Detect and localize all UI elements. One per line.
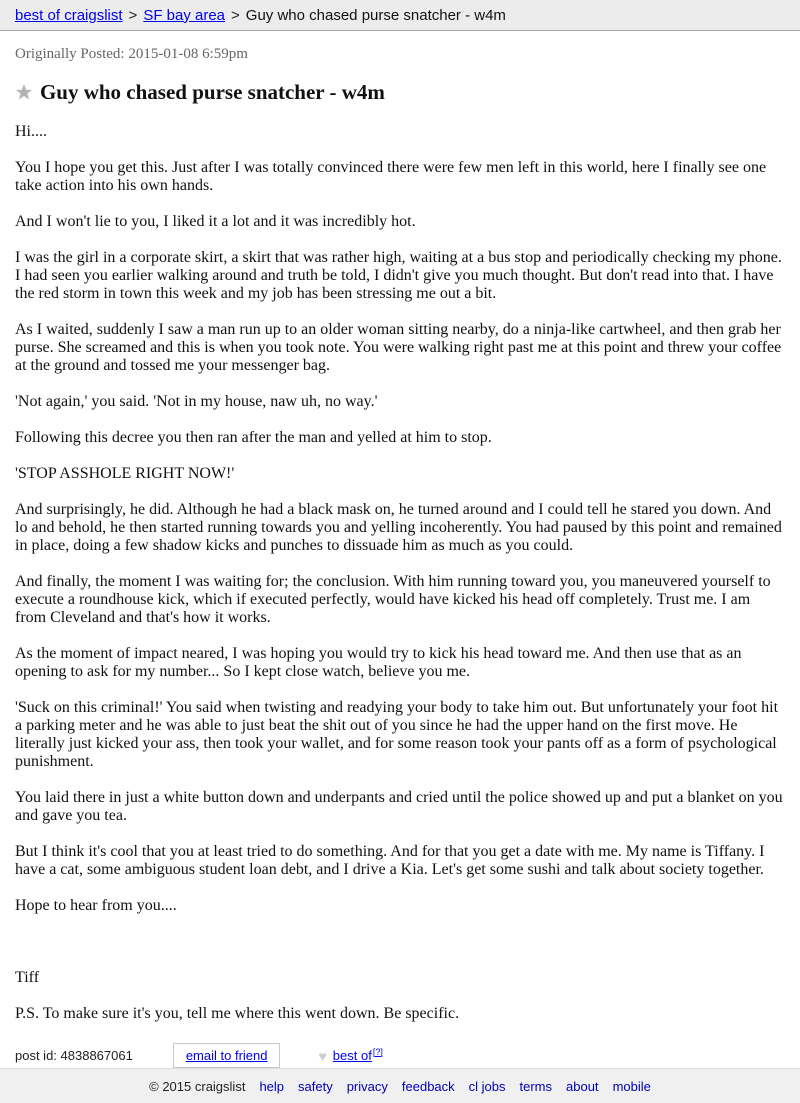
post-page xyxy=(0,31,800,1068)
favorite-star-icon[interactable]: ★ xyxy=(15,81,33,104)
breadcrumb xyxy=(0,0,800,31)
footer-link-terms[interactable]: terms xyxy=(519,1078,553,1094)
footer-link-about[interactable]: about xyxy=(566,1078,599,1094)
best-of-help-link[interactable]: [?] xyxy=(372,1046,383,1057)
post-paragraph: P.S. To make sure it's you, tell me where this went down. Be specific. xyxy=(15,1005,460,1022)
breadcrumb-sf-bay-area-link[interactable]: SF bay area xyxy=(143,6,226,24)
footer-link-help[interactable]: help xyxy=(259,1078,285,1094)
footer-link-safety[interactable]: safety xyxy=(298,1078,333,1094)
post-paragraph: Hope to hear from you.... xyxy=(15,897,177,914)
post-paragraph: And finally, the moment I was waiting for; the conclusion. With him running toward you, you maneuvered yourself to execute a roundhouse kick, which if executed perfectly, would have kicked his head off completely. Trust me. I am from Cleveland and that's how it works. xyxy=(15,573,771,626)
post-paragraph: As the moment of impact neared, I was hoping you would try to kick his head toward me. And then use that as an opening to ask for my number... So I kept close watch, believe you me. xyxy=(15,645,742,680)
best-of-link[interactable]: best of xyxy=(332,1048,372,1063)
post-title-row xyxy=(15,80,785,105)
post-paragraph: And surprisingly, he did. Although he had a black mask on, he turned around and I could tell he stared you down. And lo and behold, he then started running towards you and yelling incoherently. You had paused by this point and remained in place, doing a few shadow kicks and punches to dissuade him as much as you could. xyxy=(15,501,782,554)
post-paragraph: 'Suck on this criminal!' You said when twisting and readying your body to take him out. But unfortunately your foot hit a parking meter and he was able to just beat the shit out of you since he had the upper hand on the first move. He literally just kicked your ass, then took your wallet, and for some reason took your pants off as a form of psychological punishment. xyxy=(15,699,779,770)
heart-icon: ♥ xyxy=(318,1047,327,1064)
post-paragraph: Following this decree you then ran after the man and yelled at him to stop. xyxy=(15,429,492,446)
post-paragraph: 'STOP ASSHOLE RIGHT NOW!' xyxy=(15,465,235,482)
post-paragraph: As I waited, suddenly I saw a man run up to an older woman sitting nearby, do a ninja-like cartwheel, and then grab her purse. She screamed and this is when you took note. You were walking right past me at this point and threw your coffee at the ground and tossed me your messenger bag. xyxy=(15,321,782,374)
email-to-friend-link[interactable]: email to friend xyxy=(185,1048,268,1063)
originally-posted-date: Originally Posted: 2015-01-08 6:59pm xyxy=(15,46,248,62)
post-paragraph: I was the girl in a corporate skirt, a skirt that was rather high, waiting at a bus stop and periodically checking my phone. I had seen you earlier walking around and truth be told, I didn't give you much thought. But don't read into that. I have the red storm in town this week and my job has been stressing me out a bit. xyxy=(15,249,782,302)
breadcrumb-separator: > xyxy=(231,6,240,24)
post-paragraph: But I think it's cool that you at least tried to do something. And for that you get a date with me. My name is Tiffany. I have a cat, some ambiguous student loan debt, and I drive a Kia. Let's get some sushi and talk about society together. xyxy=(15,843,765,878)
footer-link-feedback[interactable]: feedback xyxy=(401,1078,455,1094)
post-paragraph: You laid there in just a white button down and underpants and cried until the police showed up and put a blanket on you and gave you tea. xyxy=(15,789,783,824)
post-body xyxy=(15,123,785,1023)
breadcrumb-separator: > xyxy=(128,6,138,24)
post-signature: Tiff xyxy=(15,969,40,986)
post-paragraph: You I hope you get this. Just after I was totally convinced there were few men left in this world, here I finally see one take action into his own hands. xyxy=(15,159,767,194)
post-title: Guy who chased purse snatcher - w4m xyxy=(39,80,385,104)
email-to-friend-box xyxy=(173,1043,281,1068)
best-of-group xyxy=(318,1048,382,1064)
footer-link-privacy[interactable]: privacy xyxy=(346,1078,388,1094)
breadcrumb-best-of-craigslist-link[interactable]: best of craigslist xyxy=(15,6,123,24)
post-footer xyxy=(15,1043,785,1068)
footer-link-cl-jobs[interactable]: cl jobs xyxy=(468,1078,506,1094)
post-paragraph: Hi.... xyxy=(15,123,47,140)
breadcrumb-current-page: Guy who chased purse snatcher - w4m xyxy=(245,6,506,24)
post-paragraph: And I won't lie to you, I liked it a lot and it was incredibly hot. xyxy=(15,213,416,230)
post-id: post id: 4838867061 xyxy=(15,1048,133,1063)
footer-link-mobile[interactable]: mobile xyxy=(612,1078,651,1094)
copyright-text: © 2015 craigslist xyxy=(149,1078,246,1094)
post-paragraph: 'Not again,' you said. 'Not in my house, naw uh, no way.' xyxy=(15,393,378,410)
